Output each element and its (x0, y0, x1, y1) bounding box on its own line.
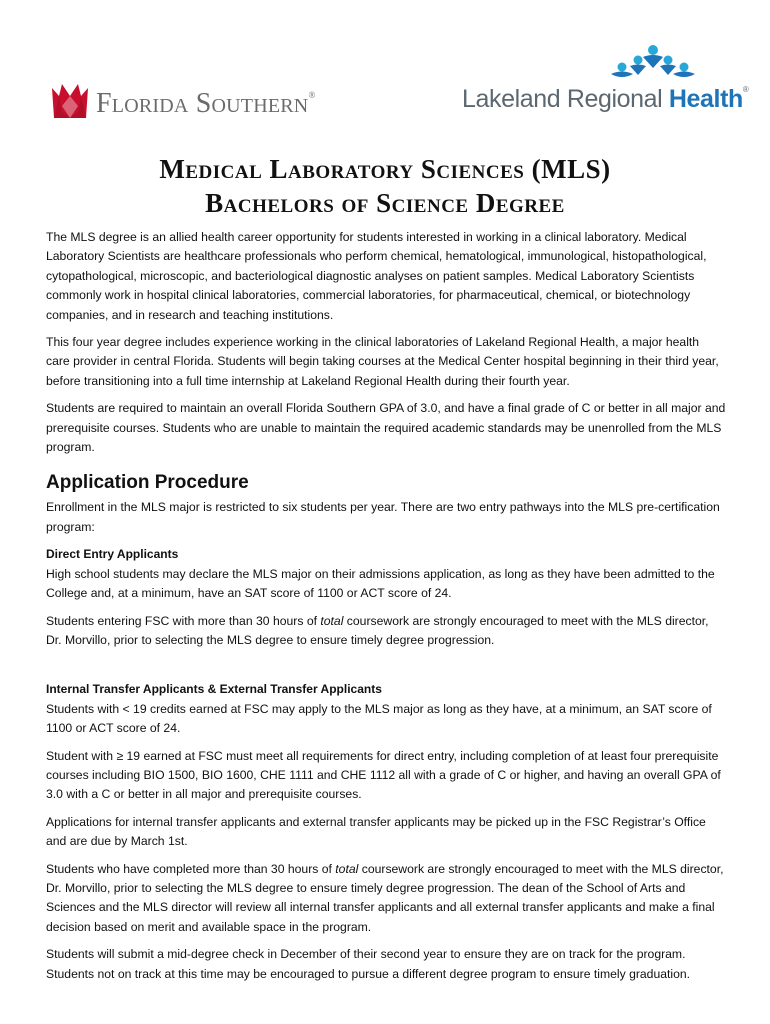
fsc-registered-mark: ® (308, 90, 316, 100)
transfer-paragraph-5: Students will submit a mid-degree check in December of their second year to ensure they are on track for the program. Students not on track at this time may be encouraged to pursue a different degree program to ensure timely graduation. (46, 947, 691, 981)
direct-entry-heading: Direct Entry Applicants (46, 547, 179, 562)
lrh-wordmark (462, 85, 748, 114)
application-heading: Application Procedure (46, 472, 249, 494)
direct-entry-p2-start: Students entering FSC with more than 30 hours of (46, 613, 321, 628)
lrh-logo (460, 44, 749, 124)
fsc-name: Florida Southern (96, 88, 309, 119)
transfer-paragraph-3: Applications for internal transfer applicants and external transfer applicants may be picked up in the FSC Registrar’s Office and are due by March 1st. (46, 814, 706, 849)
fsc-wordmark (96, 88, 316, 120)
section-spacer (46, 658, 726, 672)
intro-paragraph-2: This four year degree includes experience working in the clinical laboratories of Lakeland Regional Health, a major health care provider in central Florida. Students will begin taking courses at the Medical Center hospital beginning in their third year, before transitioning into a full time internship at Lakeland Regional Health during their fourth year. (46, 335, 719, 388)
direct-entry-paragraph-1: High school students may declare the MLS major on their admissions application, as long as they have been admitted to the College and, at a minimum, have an SAT score of 1100 or ACT score of 24. (46, 566, 715, 601)
lrh-name-plain: Lakeland Regional (462, 85, 669, 113)
lrh-registered-mark: ® (742, 85, 749, 94)
direct-entry-paragraph-2 (46, 612, 726, 651)
application-intro: Enrollment in the MLS major is restricted to six students per year. There are two entry pathways into the MLS pre-certification program: (46, 500, 720, 534)
transfer-heading: Internal Transfer Applicants & External Transfer Applicants (46, 682, 382, 697)
transfer-paragraph-4 (46, 860, 726, 938)
document-body (46, 228, 726, 992)
fsc-flame-icon (50, 82, 90, 120)
transfer-paragraph-1: Students with < 19 credits earned at FSC may apply to the MLS major as long as they have, at a minimum, an SAT score of 1100 or ACT score of 24. (46, 701, 712, 736)
direct-entry-p2-emphasis: total (320, 613, 344, 628)
title-line-2: Bachelors of Science Degree (205, 188, 565, 218)
lrh-people-icon (608, 44, 698, 86)
fsc-logo (50, 82, 316, 122)
transfer-p4-emphasis: total (335, 861, 359, 876)
transfer-p4-start: Students who have completed more than 30 hours of (46, 861, 336, 876)
transfer-p4-end: coursework are strongly encouraged to meet with the MLS director, Dr. Morvillo, prior to selecting the MLS degree to ensure timely degree progression. The dean of the School of Arts and Sciences and the MLS director will review all internal transfer applicants and all external transfer applicants and make a final decision based on merit and available space in the program. (46, 861, 724, 934)
title-line-1: Medical Laboratory Sciences (MLS) (159, 154, 611, 184)
direct-entry-p2-end: coursework are strongly encouraged to meet with the MLS director, Dr. Morvillo, prior to selecting the MLS degree to ensure timely degree progression. (46, 613, 709, 647)
transfer-paragraph-2: Student with ≥ 19 earned at FSC must meet all requirements for direct entry, including completion of at least four prerequisite courses including BIO 1500, BIO 1600, CHE 1111 and CHE 1112 all with a grade of C or higher, and having an overall GPA of 3.0 with a C or better in all major and prerequisite courses. (46, 748, 721, 802)
lrh-name-bold: Health (668, 85, 743, 113)
intro-paragraph-1: The MLS degree is an allied health career opportunity for students interested in working in a clinical laboratory. Medical Laboratory Scientists are healthcare professionals who perform chemical, hematological, immunological, histopathological, cytopathological, microscopic, and bacteriological diagnostic analyses on patient samples. Medical Laboratory Scientists commonly work in hospital clinical laboratories, commercial laboratories, for pharmaceutical, chemical, or biotechnology companies, and in research and teaching institutions. (46, 230, 707, 322)
document-title (0, 152, 770, 220)
intro-paragraph-3: Students are required to maintain an overall Florida Southern GPA of 3.0, and have a final grade of C or better in all major and prerequisite courses. Students who are unable to maintain the required academic standards may be unenrolled from the MLS program. (46, 401, 726, 455)
